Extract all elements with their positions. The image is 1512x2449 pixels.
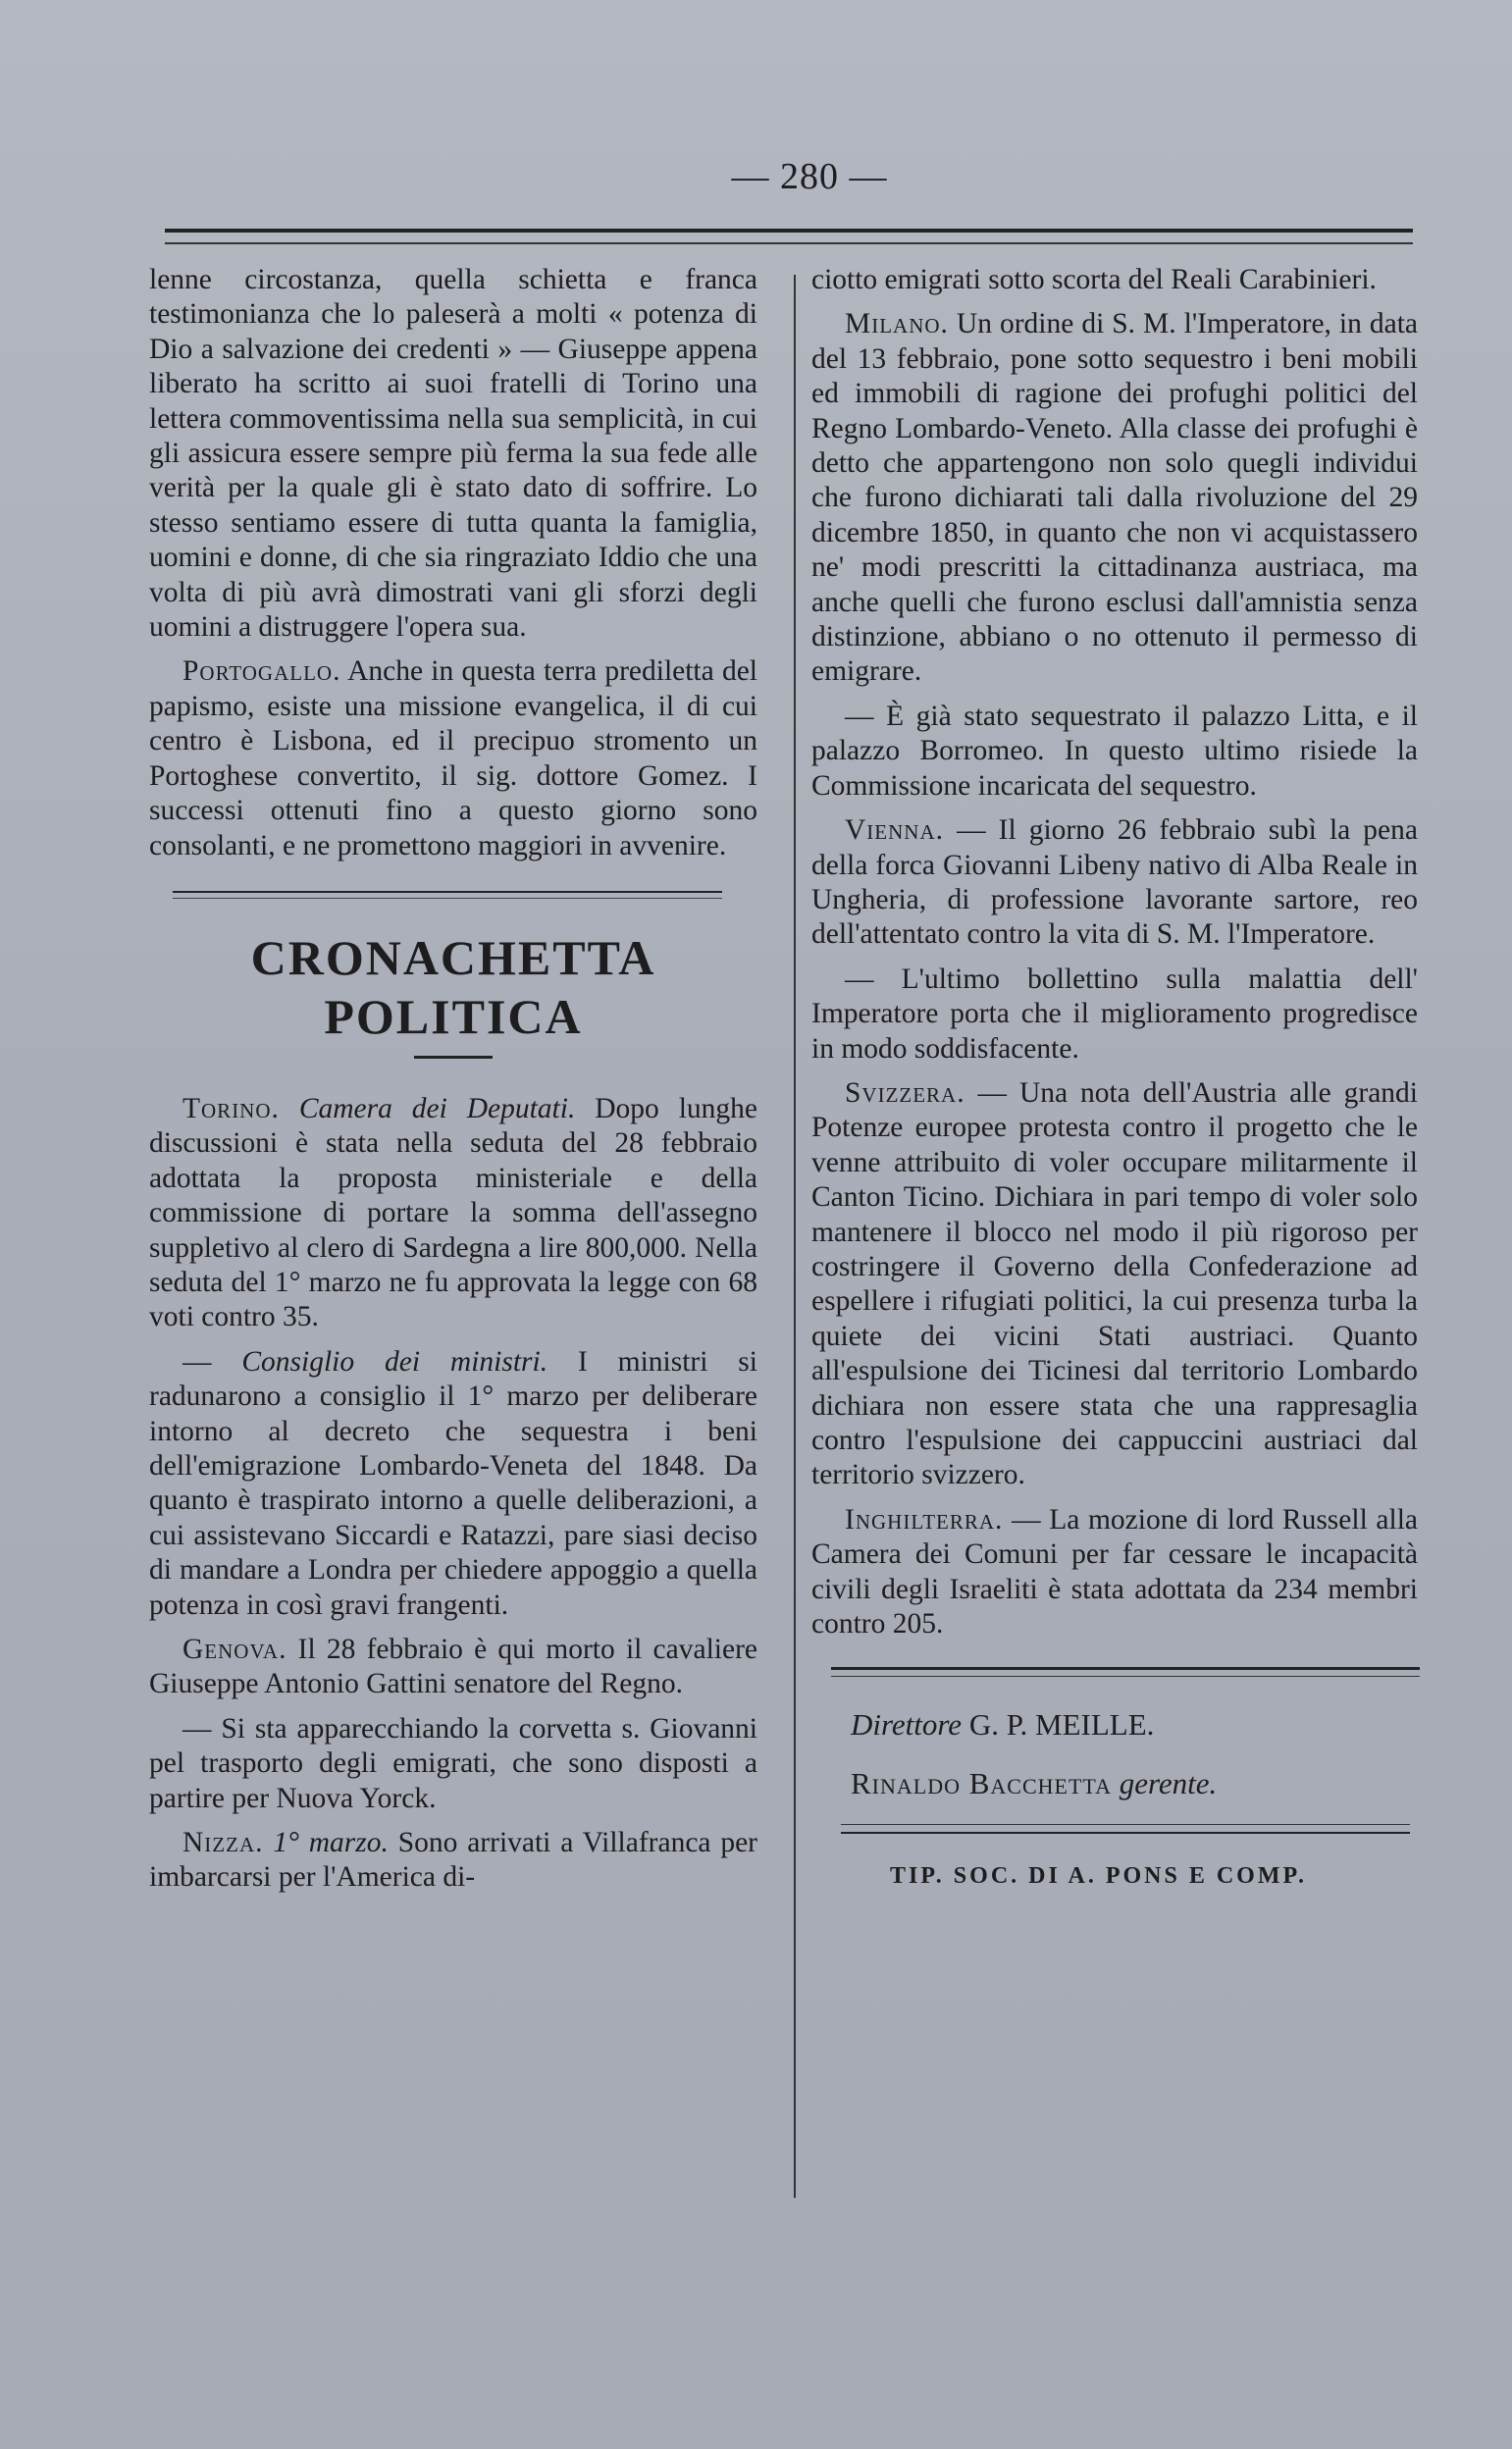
place-name: Inghilterra.	[845, 1503, 1004, 1536]
section-separator	[173, 891, 722, 899]
news-item	[811, 263, 1418, 297]
place-name: Svizzera.	[845, 1076, 965, 1109]
news-text: L'ultimo bollettino sulla malattia dell' Imperatore porta che il miglioramento progredisce in modo soddisfacente.	[811, 963, 1418, 1065]
news-text: I ministri si radunarono a consiglio il 1° marzo per deliberare intorno al decreto che sequestra i beni dell'emigrazione Lombardo-Veneta del 1848. Da quanto è traspirato intorno a quelle deliberazioni, a cui assistevano Siccardi e Ratazzi, pare siasi deciso di mandare a Londra per chiedere appoggio a quella potenza in così gravi frangenti.	[149, 1345, 757, 1621]
place-name: Milano.	[845, 308, 949, 340]
manager-name: Rinaldo Bacchetta	[851, 1766, 1112, 1801]
imprint	[811, 1667, 1418, 1894]
news-item	[149, 1712, 757, 1816]
director-name: G. P. MEILLE.	[962, 1707, 1155, 1743]
article-paragraph	[149, 654, 757, 862]
header-rule	[165, 229, 1413, 244]
news-item	[811, 963, 1418, 1067]
place-name: Torino.	[182, 1092, 280, 1124]
paragraph-text: lenne circostanza, quella schietta e franca testimonianza che lo paleserà a molti « potenza di Dio a salvazione dei credenti » — Giuseppe appena liberato ha scritto ai suoi fratelli di Torino una lettera commoventissima nella sua semplicità, in cui gli assicura essere sempre più ferma la sua fede alle verità per la quale gli è stato dato di soffrire. Lo stesso sentiamo essere di tutta quanta la famiglia, uomini e donne, di che sia ringraziato Iddio che una volta di più avrà dimostrati vani gli sforzi degli uomini a distruggere l'opera sua.	[149, 264, 757, 644]
news-text: Sono arrivati a Villafranca per imbarcarsi per l'America di-	[149, 1827, 758, 1894]
news-text: — La mozione di lord Russell alla Camera dei Comuni per far cessare le incapacità civili degli Israeliti è stata adottata da 234 membri contro 205.	[811, 1503, 1418, 1641]
news-subtitle: 1° marzo.	[263, 1827, 389, 1859]
news-item	[811, 813, 1418, 953]
manager-label: gerente.	[1111, 1766, 1218, 1801]
manager-line	[851, 1765, 1418, 1802]
news-item	[149, 1092, 757, 1335]
dash: —	[845, 700, 887, 732]
news-item	[811, 1076, 1418, 1493]
news-subtitle: Camera dei Deputati.	[298, 1092, 576, 1124]
column-divider	[794, 275, 796, 2198]
place-name: Vienna.	[845, 814, 944, 847]
left-column	[149, 263, 757, 1905]
right-column	[811, 263, 1418, 1895]
dash: —	[182, 1345, 242, 1378]
paragraph-text: Anche in questa terra prediletta del papismo, esiste una missione evangelica, il di cui centro è Lisbona, ed il precipuo stromento un Portoghese convertito, il sig. dottore Gomez. I successi ottenuti fino a questo giorno sono consolanti, e ne promettono maggiori in avvenire.	[149, 655, 757, 861]
news-item	[811, 700, 1418, 804]
imprint-bottom-rule	[841, 1824, 1410, 1834]
news-text: — Una nota dell'Austria alle grandi Potenze europee protesta contro il progetto che le venne attribuito di voler occupare militarmente il Canton Ticino. Dichiara in pari tempo di voler solo mantenere il blocco nel modo il più rigoroso per costringere il Governo della Confederazione ad espellere i rifugiati politici, la cui presenza turba la quiete dei vicini Stati austriaci. Quanto all'espulsione dei Ticinesi dal territorio Lombardo dichiara non essere stata che una rappresaglia contro l'espulsione dei cappuccini austriaci dal territorio svizzero.	[811, 1076, 1418, 1491]
place-name: Portogallo.	[182, 655, 341, 688]
news-text: È già stato sequestrato il palazzo Litta, e il palazzo Borromeo. In questo ultimo risiede la Commissione incaricata del sequestro.	[811, 700, 1418, 802]
news-text: Dopo lunghe discussioni è stata nella seduta del 28 febbraio adottata la proposta ministeriale e della commissione di portare la somma dell'assegno suppletivo al clero di Sardegna a lire 800,000. Nella seduta del 1° marzo ne fu approvata la legge con 68 voti contro 35.	[149, 1092, 757, 1333]
news-item	[811, 1503, 1418, 1642]
article-paragraph	[149, 263, 757, 645]
news-item	[149, 1345, 757, 1623]
director-label: Direttore	[851, 1707, 963, 1743]
director-line	[851, 1706, 1418, 1744]
dash: —	[182, 1712, 222, 1745]
page-number: — 280 —	[731, 156, 888, 197]
place-name: Nizza.	[182, 1827, 264, 1859]
title-rule	[414, 1056, 493, 1059]
dash: —	[845, 963, 902, 995]
place-name: Genova.	[182, 1634, 287, 1665]
news-item	[149, 1633, 757, 1702]
news-text: Il 28 febbraio è qui morto il cavaliere Giuseppe Antonio Gattini senatore del Regno.	[149, 1634, 757, 1700]
news-text: — Il giorno 26 febbraio subì la pena della forca Giovanni Libeny nativo di Alba Reale in Ungheria, di professione lavorante sartore, reo dell'attentato contro la vita di S. M. l'Imperatore.	[811, 814, 1418, 951]
news-text: Un ordine di S. M. l'Imperatore, in data del 13 febbraio, pone sotto sequestro i beni mobili ed immobili di ragione dei profughi politici del Regno Lombardo-Veneto. Alla classe dei profughi è detto che appartengono non solo quegli individui che furono dichiarati tali dalla rivoluzione del 29 dicembre 1850, in quanto che non vi acquistassero ne' modi prescritti la cittadinanza austriaca, ma anche quelli che furono esclusi dall'amnistia senza distinzione, abbiano o no ottenuto il permesso di emigrare.	[811, 308, 1418, 688]
news-item	[811, 307, 1418, 689]
news-subtitle: Consiglio dei ministri.	[241, 1345, 548, 1378]
printer-line: TIP. SOC. DI A. PONS E COMP.	[890, 1863, 1307, 1890]
section-title: CRONACHETTA POLITICA	[250, 929, 656, 1044]
news-text: Si sta apparecchiando la corvetta s. Giovanni pel trasporto degli emigrati, che sono disposti a partire per Nuova Yorck.	[149, 1712, 757, 1814]
news-item	[149, 1826, 757, 1896]
imprint-top-rule	[831, 1667, 1420, 1677]
news-text: ciotto emigrati sotto scorta del Reali Carabinieri.	[811, 264, 1377, 295]
